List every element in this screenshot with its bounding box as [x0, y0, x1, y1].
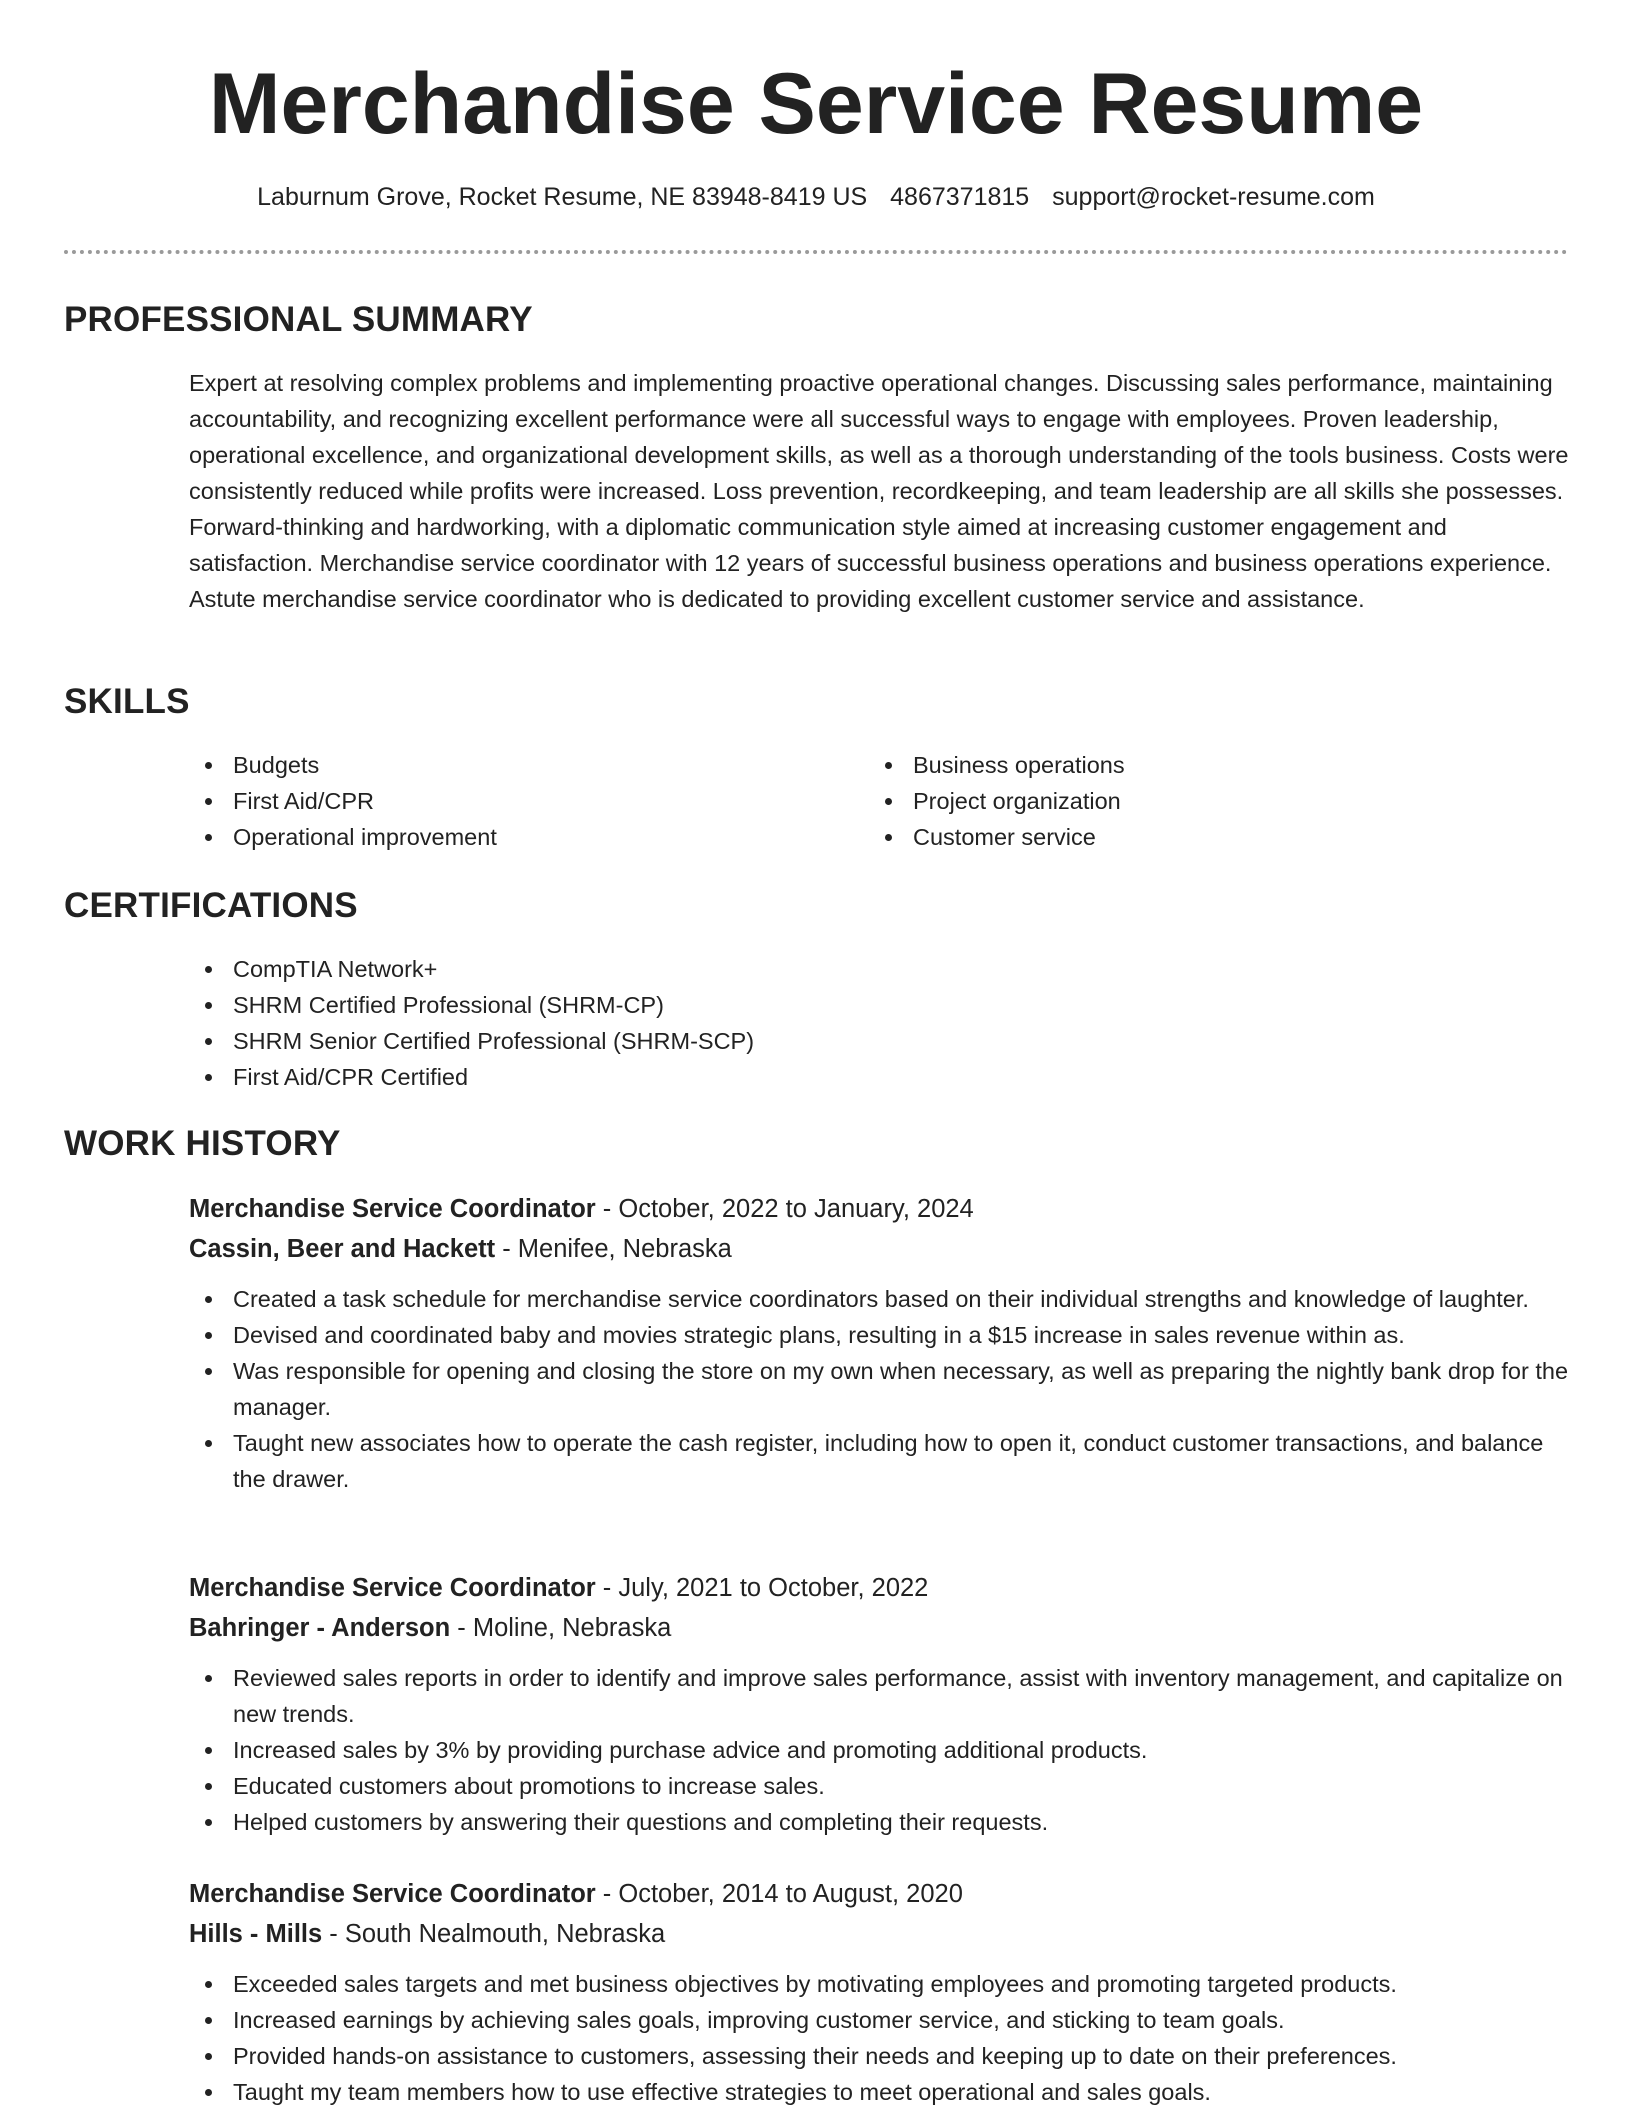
contact-email: support@rocket-resume.com — [1052, 183, 1375, 211]
job-bullet: Educated customers about promotions to increase sales. — [189, 1768, 1569, 1804]
job-dates: - October, 2014 to August, 2020 — [595, 1880, 963, 1908]
job-bullet: Helped customers by answering their questions and completing their requests. — [189, 1804, 1569, 1840]
job-bullet: Taught new associates how to operate the cash register, including how to open it, conduct customer transactions, and balance the drawer. — [189, 1425, 1569, 1497]
skills-list-left — [189, 747, 829, 855]
job-title-line — [189, 1568, 1569, 1608]
job-bullet: Created a task schedule for merchandise service coordinators based on their individual strengths and knowledge of laughter. — [189, 1281, 1569, 1317]
contact-phone: 4867371815 — [890, 183, 1030, 211]
skill-item: Customer service — [869, 819, 1509, 855]
job-location: - Moline, Nebraska — [450, 1614, 672, 1642]
certification-item: SHRM Senior Certified Professional (SHRM-SCP) — [189, 1023, 1189, 1059]
job-company-line — [189, 1914, 1569, 1954]
contact-address: Laburnum Grove, Rocket Resume, NE 83948-8419 US — [257, 183, 868, 211]
job-bullet: Reviewed sales reports in order to identify and improve sales performance, assist with inventory management, and capitalize on new trends. — [189, 1660, 1569, 1732]
job-bullet: Increased sales by 3% by providing purchase advice and promoting additional products. — [189, 1732, 1569, 1768]
skill-item: Project organization — [869, 783, 1509, 819]
job-bullet: Was responsible for opening and closing the store on my own when necessary, as well as preparing the nightly bank drop for the manager. — [189, 1353, 1569, 1425]
job-role: Merchandise Service Coordinator — [189, 1880, 596, 1908]
job-company-line — [189, 1229, 1569, 1269]
certification-item: First Aid/CPR Certified — [189, 1059, 1189, 1095]
job-company-line — [189, 1608, 1569, 1648]
job-entry — [189, 1189, 1569, 1497]
job-bullet: Exceeded sales targets and met business objectives by motivating employees and promoting targeted products. — [189, 1966, 1569, 2002]
certifications-heading: CERTIFICATIONS — [64, 886, 358, 925]
skills-list-right — [869, 747, 1509, 855]
job-role: Merchandise Service Coordinator — [189, 1574, 596, 1602]
certifications-list — [189, 951, 1189, 1095]
summary-text: Expert at resolving complex problems and implementing proactive operational changes. Discussing sales performance, maintaining accountability, and recognizing excellent performance were all successful ways to engage with employees. Proven leadership, operational excellence, and organizational development skills, as well as a thorough understanding of the tools business. Costs were consistently reduced while profits were increased. Loss prevention, recordkeeping, and team leadership are all skills she possesses. Forward-thinking and hardworking, with a diplomatic communication style aimed at increasing customer engagement and satisfaction. Merchandise service coordinator with 12 years of successful business operations and business operations experience. Astute merchandise service coordinator who is dedicated to providing excellent customer service and assistance. — [189, 370, 1569, 612]
job-company: Hills - Mills — [189, 1920, 323, 1948]
job-company: Bahringer - Anderson — [189, 1614, 451, 1642]
job-dates: - July, 2021 to October, 2022 — [595, 1574, 929, 1602]
job-bullet: Taught my team members how to use effective strategies to meet operational and sales goals. — [189, 2074, 1569, 2110]
job-entry — [189, 1568, 1569, 1840]
job-bullets — [189, 1660, 1569, 1840]
job-title-line — [189, 1189, 1569, 1229]
certification-item: SHRM Certified Professional (SHRM-CP) — [189, 987, 1189, 1023]
job-bullet: Provided hands-on assistance to customers, assessing their needs and keeping up to date on their preferences. — [189, 2038, 1569, 2074]
job-bullet: Devised and coordinated baby and movies strategic plans, resulting in a $15 increase in sales revenue within as. — [189, 1317, 1569, 1353]
work-history-heading: WORK HISTORY — [64, 1124, 341, 1163]
header-divider — [64, 250, 1568, 254]
job-bullets — [189, 1281, 1569, 1497]
job-role: Merchandise Service Coordinator — [189, 1195, 596, 1223]
skill-item: Business operations — [869, 747, 1509, 783]
skill-item: First Aid/CPR — [189, 783, 829, 819]
contact-line — [0, 180, 1632, 214]
skills-heading: SKILLS — [64, 682, 190, 721]
resume-title: Merchandise Service Resume — [208, 56, 1424, 152]
summary-heading: PROFESSIONAL SUMMARY — [64, 300, 533, 339]
job-location: - South Nealmouth, Nebraska — [322, 1920, 666, 1948]
job-bullets — [189, 1966, 1569, 2110]
certification-item: CompTIA Network+ — [189, 951, 1189, 987]
job-dates: - October, 2022 to January, 2024 — [595, 1195, 974, 1223]
skill-item: Operational improvement — [189, 819, 829, 855]
job-company: Cassin, Beer and Hackett — [189, 1235, 496, 1263]
job-title-line — [189, 1874, 1569, 1914]
job-location: - Menifee, Nebraska — [495, 1235, 732, 1263]
job-bullet: Increased earnings by achieving sales goals, improving customer service, and sticking to team goals. — [189, 2002, 1569, 2038]
job-entry — [189, 1874, 1569, 2110]
skill-item: Budgets — [189, 747, 829, 783]
